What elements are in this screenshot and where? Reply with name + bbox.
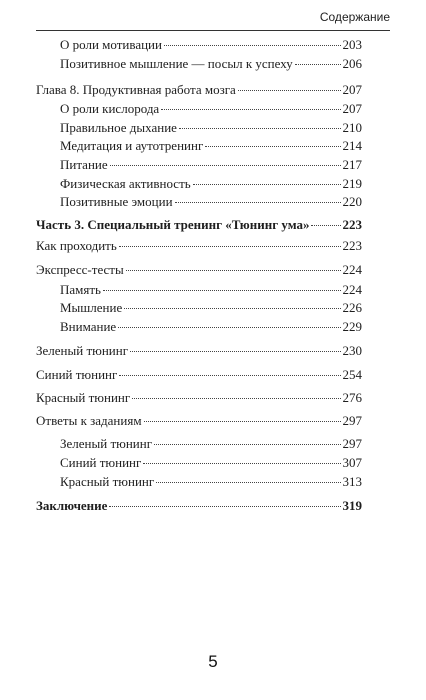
toc-entry-title: Позитивные эмоции (60, 194, 173, 209)
dot-leader (164, 45, 341, 46)
toc-entry-title: Медитация и аутотренинг (60, 138, 204, 153)
toc-entry-title: Синий тюнинг (60, 455, 142, 470)
dot-leader (103, 290, 341, 291)
toc-entry-title: Правильное дыхание (60, 120, 177, 135)
dot-leader (130, 351, 340, 352)
dot-leader (161, 109, 340, 110)
toc-entry-title: Зеленый тюнинг (36, 343, 129, 358)
toc-entry (60, 281, 362, 299)
toc-entry-page: 220 (342, 194, 362, 209)
toc-entry (60, 473, 362, 491)
toc-entry-title: Часть 3. Специальный тренинг «Тюнинг ума» (36, 217, 310, 232)
toc-entry-page: 319 (342, 498, 362, 513)
toc-entry (60, 156, 362, 174)
dot-leader (109, 506, 340, 507)
toc-entry-page: 254 (342, 367, 362, 382)
dot-leader (110, 165, 341, 166)
toc-entry-title: Питание (60, 157, 108, 172)
toc-entry (60, 36, 362, 54)
toc-entry-title: Внимание (60, 319, 117, 334)
toc-entry-page: 203 (342, 37, 362, 52)
toc-entry (60, 100, 362, 118)
running-head (36, 3, 390, 31)
dot-leader (179, 128, 341, 129)
dot-leader (118, 327, 340, 328)
toc-entry-page: 230 (342, 343, 362, 358)
toc-entry (60, 454, 362, 472)
page-number: 5 (208, 652, 218, 671)
toc-entry-title: Память (60, 282, 101, 297)
toc-entry (36, 237, 362, 255)
toc-entry (60, 318, 362, 336)
toc-entry (60, 137, 362, 155)
dot-leader (154, 444, 340, 445)
dot-leader (205, 146, 340, 147)
toc-entry (36, 366, 362, 384)
toc-entry-title: Как проходить (36, 238, 117, 253)
toc-entry (60, 175, 362, 193)
toc-entry-page: 223 (342, 238, 362, 253)
toc-entry-title: Красный тюнинг (60, 474, 155, 489)
dot-leader (144, 421, 341, 422)
toc-entry-title: О роли мотивации (60, 37, 162, 52)
toc-entry (36, 412, 362, 430)
toc-entry-page: 224 (342, 282, 362, 297)
running-head-title: Содержание (319, 10, 390, 24)
toc-entry-title: Синий тюнинг (36, 367, 118, 382)
toc-entry-title: Зеленый тюнинг (60, 436, 153, 451)
toc-entry-page: 276 (342, 390, 362, 405)
toc-entry-page: 297 (342, 436, 362, 451)
toc-entry-page: 210 (342, 120, 362, 135)
toc-entry-page: 307 (342, 455, 362, 470)
toc-entry-title: Физическая активность (60, 176, 191, 191)
toc-entry (36, 342, 362, 360)
toc-entry-title: Заключение (36, 498, 108, 513)
toc-entry-page: 224 (342, 262, 362, 277)
dot-leader (238, 90, 341, 91)
toc-entry-title: Красный тюнинг (36, 390, 131, 405)
dot-leader (156, 482, 340, 483)
toc-entry-page: 229 (342, 319, 362, 334)
dot-leader (193, 184, 341, 185)
dot-leader (143, 463, 340, 464)
dot-leader (119, 375, 340, 376)
toc-entry (60, 299, 362, 317)
toc-entry (60, 119, 362, 137)
toc-entry-page: 297 (342, 413, 362, 428)
toc-entry (36, 389, 362, 407)
toc-entry-title: О роли кислорода (60, 101, 160, 116)
dot-leader (126, 270, 341, 271)
dot-leader (311, 225, 340, 226)
toc-entry-page: 207 (342, 101, 362, 116)
toc-entry (60, 193, 362, 211)
dot-leader (132, 398, 340, 399)
toc-entry-page: 226 (342, 300, 362, 315)
toc-entry-title: Мышление (60, 300, 123, 315)
toc-entry-title: Позитивное мышление — посыл к успеху (60, 56, 293, 71)
toc-entry (36, 497, 362, 515)
toc-entry-title: Ответы к заданиям (36, 413, 142, 428)
toc-entry (36, 261, 362, 279)
toc-entry-title: Глава 8. Продуктивная работа мозга (36, 82, 236, 97)
toc-entry-page: 214 (342, 138, 362, 153)
toc-entry-title: Экспресс-тесты (36, 262, 124, 277)
dot-leader (295, 64, 341, 65)
dot-leader (119, 246, 341, 247)
toc-entry-page: 207 (342, 82, 362, 97)
dot-leader (124, 308, 340, 309)
toc-entry (60, 435, 362, 453)
toc-entry-page: 217 (342, 157, 362, 172)
toc-entry-page: 223 (342, 217, 362, 232)
toc-entry (36, 216, 362, 234)
toc-entry-page: 206 (342, 56, 362, 71)
toc-entry (60, 55, 362, 73)
toc-entry (36, 81, 362, 99)
toc-entry-page: 219 (342, 176, 362, 191)
toc-entry-page: 313 (342, 474, 362, 489)
dot-leader (175, 202, 341, 203)
